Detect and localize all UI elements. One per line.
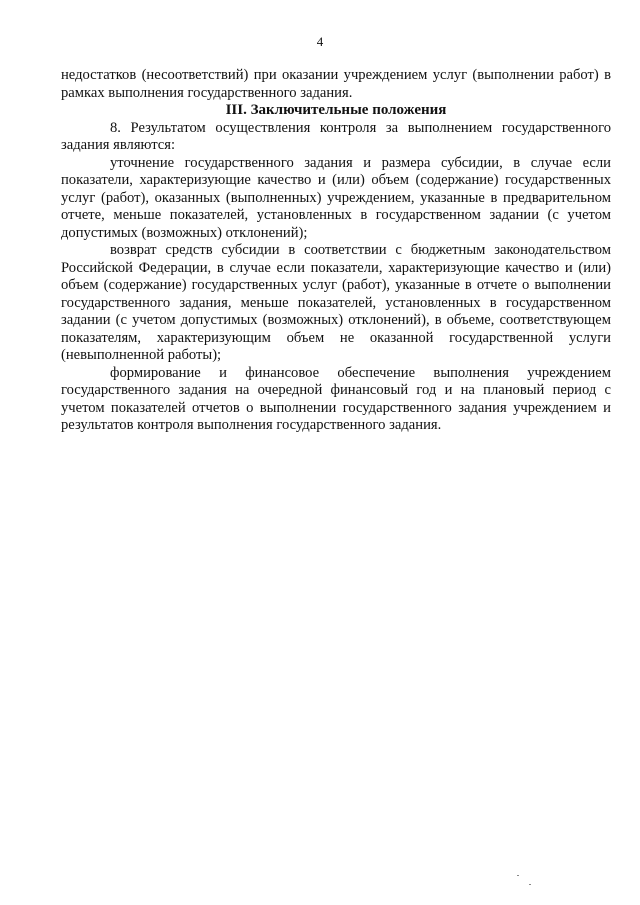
scan-artifact <box>529 884 531 885</box>
list-item-refund: возврат средств субсидии в соответствии с бюджетным законодательством Российской Федерации, в случае если показатели, характеризующие качество и (или) объем (содержание) государственных услуг (работ), указанные в отчете о выполнении государственного задания, меньше показателей, установленных в государственном задании (с учетом допустимых (возможных) отклонений), в объеме, соответствующем показателям, характеризующим объем не оказанной государственной услуги (невыполненной работы); <box>61 242 611 363</box>
scan-artifact <box>517 875 519 876</box>
paragraph-8: 8. Результатом осуществления контроля за выполнением государственного задания являются: <box>61 119 611 153</box>
page-number: 4 <box>316 34 324 49</box>
document-body <box>61 67 611 435</box>
paragraph-continuation: недостатков (несоответствий) при оказании учреждением услуг (выполнении работ) в рамках выполнения государственного задания. <box>61 67 611 101</box>
section-title: III. Заключительные положения <box>225 102 447 118</box>
list-item-clarification: уточнение государственного задания и размера субсидии, в случае если показатели, характеризующие качество и (или) объем (содержание) государственных услуг (работ), оказанных (выполненных) учреждением, указанные в предварительном отчете, меньше показателей, установленных в государственном задании (с учетом допустимых (возможных) отклонений); <box>61 154 611 241</box>
list-item-financing: формирование и финансовое обеспечение выполнения учреждением государственного задания на очередной финансовый год и на плановый период с учетом показателей отчетов о выполнении государственного задания учреждением и результатов контроля выполнения государственного задания. <box>61 364 611 433</box>
